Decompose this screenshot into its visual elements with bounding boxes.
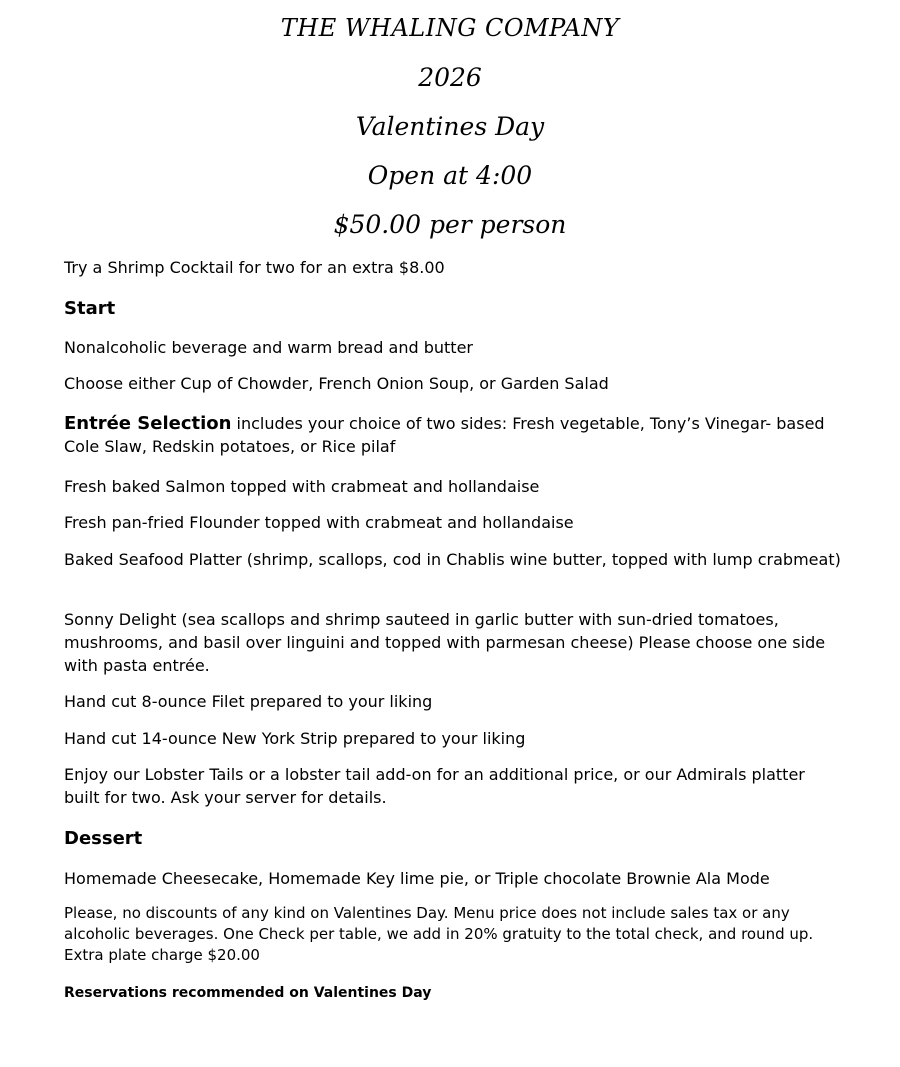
entree-heading: Entrée Selection [64,413,232,434]
opening-time: Open at 4:00 [367,161,533,190]
entree-intro [64,412,844,458]
entree-item: Hand cut 14-ounce New York Strip prepared to your liking [64,729,526,748]
dessert-item: Homemade Cheesecake, Homemade Key lime pie, or Triple chocolate Brownie Ala Mode [64,869,770,888]
reservations-note: Reservations recommended on Valentines Day [64,985,432,1001]
start-item: Choose either Cup of Chowder, French Onion Soup, or Garden Salad [64,374,609,393]
entree-item: Fresh baked Salmon topped with crabmeat and hollandaise [64,477,540,496]
entree-item: Baked Seafood Platter (shrimp, scallops, cod in Chablis wine butter, topped with lump crabmeat) [64,550,841,569]
start-heading: Start [64,298,116,319]
entree-item: Fresh pan-fried Flounder topped with crabmeat and hollandaise [64,513,574,532]
entree-sides-text: includes your choice of two sides: Fresh vegetable, Tony’s Vinegar- based Cole Slaw, Redskin potatoes, or Rice pilaf [64,414,825,456]
entree-item: Sonny Delight (sea scallops and shrimp sauteed in garlic butter with sun-dried tomatoes, mushrooms, and basil over linguini and topped with parmesan cheese) Please choose one side with pasta entrée. [64,610,826,675]
entree-item: Hand cut 8-ounce Filet prepared to your liking [64,692,433,711]
price-per-person: $50.00 per person [333,210,567,239]
occasion-title: Valentines Day [355,112,545,141]
dessert-heading: Dessert [64,828,143,849]
start-item: Nonalcoholic beverage and warm bread and butter [64,338,473,357]
policy-note: Please, no discounts of any kind on Valentines Day. Menu price does not include sales tax or any alcoholic beverages. One Check per table, we add in 20% gratuity to the total check, and round up. Extra plate charge $20.00 [64,904,814,964]
menu-year: 2026 [418,63,482,92]
restaurant-name: THE WHALING COMPANY [280,14,620,42]
shrimp-cocktail-promo: Try a Shrimp Cocktail for two for an extra $8.00 [64,258,445,277]
entree-item: Enjoy our Lobster Tails or a lobster tail add-on for an additional price, or our Admirals platter built for two. Ask your server for details. [64,765,805,807]
